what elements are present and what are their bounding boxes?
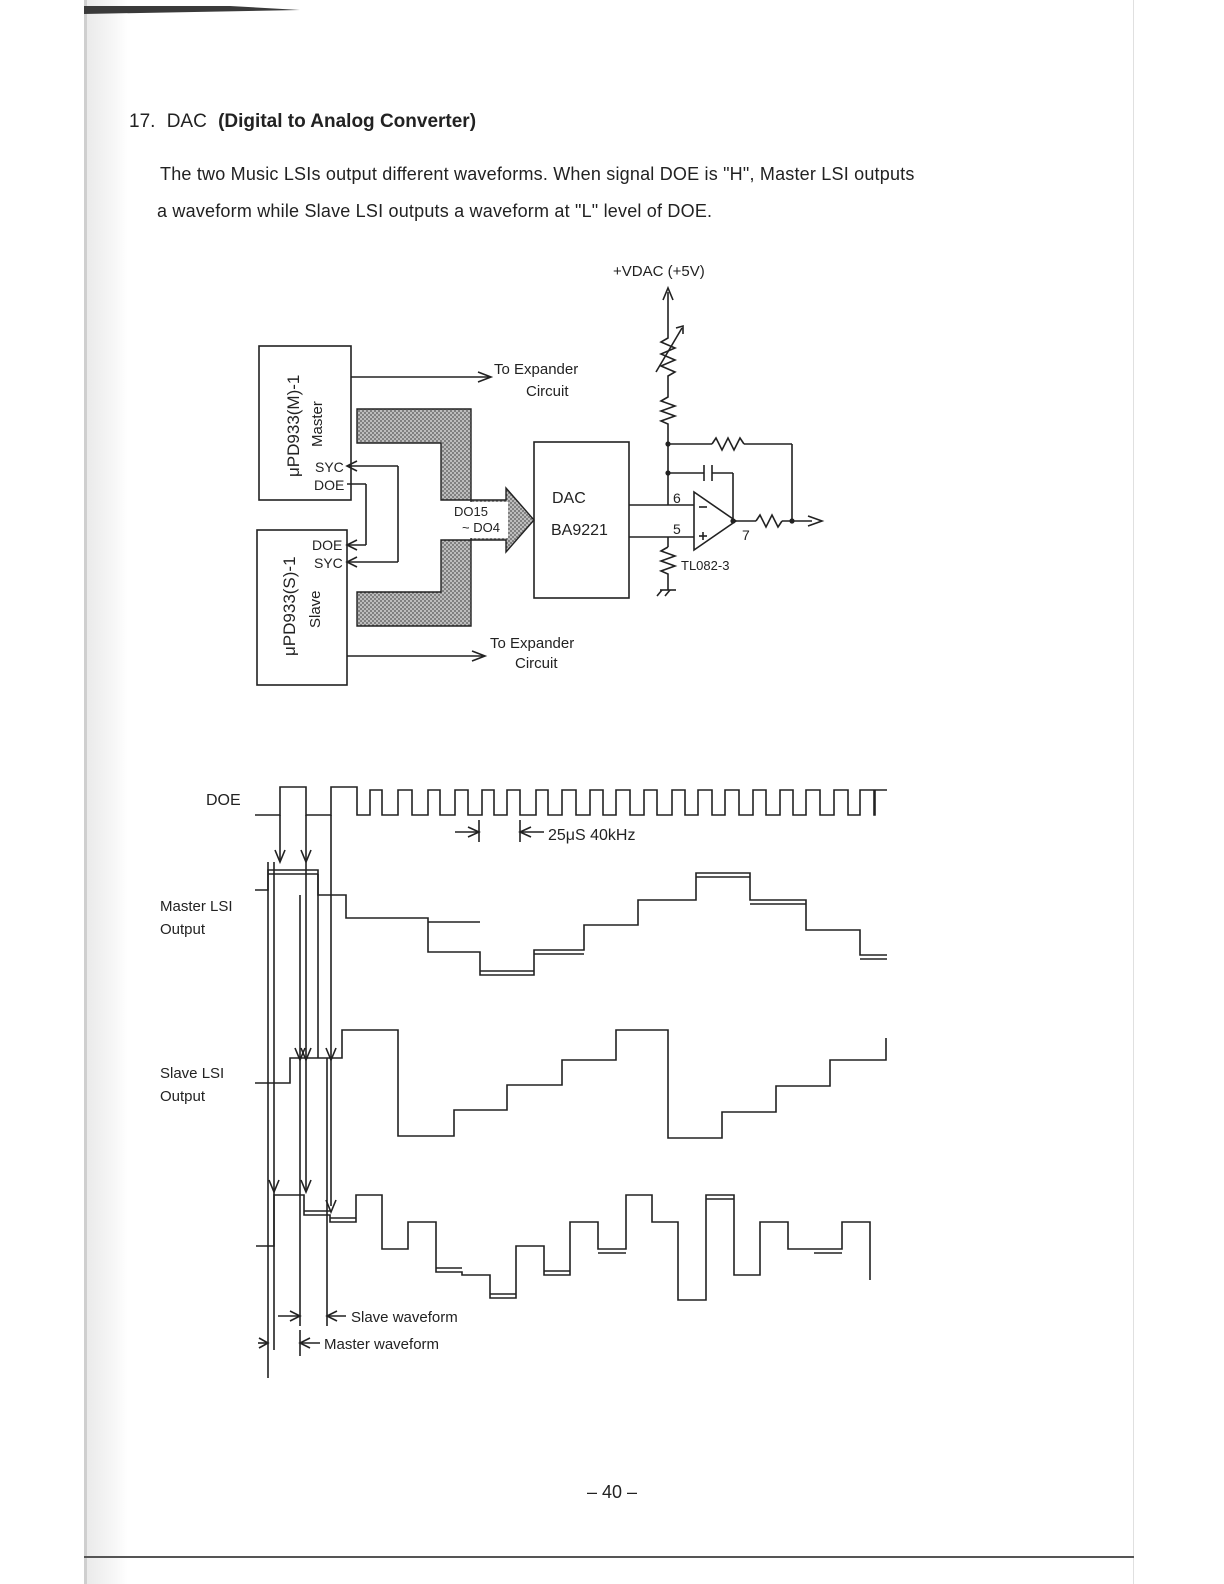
combined-dac-waveform bbox=[256, 1195, 870, 1300]
section-number: 17. bbox=[129, 111, 156, 132]
expander-bottom-line2: Circuit bbox=[515, 655, 558, 672]
master-output-label-line1: Master LSI bbox=[160, 898, 233, 915]
master-chip-role: Master bbox=[309, 401, 326, 447]
opamp-pin-minus: 6 bbox=[673, 490, 681, 506]
section-title: DAC bbox=[166, 111, 207, 132]
vdac-label: +VDAC (+5V) bbox=[613, 263, 705, 280]
intro-text-line-1: The two Music LSIs output different waveforms. When signal DOE is "H", Master LSI outputs bbox=[160, 164, 915, 184]
slave-chip-part: μPD933(S)-1 bbox=[280, 556, 299, 656]
slave-chip-box bbox=[257, 530, 347, 685]
opamp-part: TL082-3 bbox=[681, 558, 730, 573]
opamp-symbol bbox=[694, 492, 736, 550]
opamp-pin-plus: 5 bbox=[673, 521, 681, 537]
master-waveform-label: Master waveform bbox=[324, 1336, 440, 1353]
dac-chip-box bbox=[534, 442, 629, 598]
dac-part: BA9221 bbox=[551, 522, 608, 539]
master-pin-syc: SYC bbox=[315, 459, 344, 475]
opamp-pin-out: 7 bbox=[742, 527, 750, 543]
intro-text-line-2: a waveform while Slave LSI outputs a waveform at "L" level of DOE. bbox=[157, 201, 713, 221]
bus-label-line1: DO15 bbox=[454, 504, 488, 519]
doe-waveform bbox=[255, 787, 887, 815]
master-chip-part: μPD933(M)-1 bbox=[284, 374, 303, 477]
dac-circuit-diagram bbox=[0, 0, 1224, 720]
master-pin-doe: DOE bbox=[314, 477, 345, 493]
page-number: – 40 – bbox=[586, 1482, 638, 1502]
slave-output-waveform bbox=[255, 1030, 886, 1138]
master-output-waveform bbox=[255, 870, 887, 975]
slave-pin-doe: DOE bbox=[312, 537, 343, 553]
slave-chip-role: Slave bbox=[307, 590, 324, 628]
section-subtitle: (Digital to Analog Converter) bbox=[218, 111, 477, 132]
expander-top-line2: Circuit bbox=[526, 383, 569, 400]
slave-output-label-line1: Slave LSI bbox=[160, 1065, 225, 1082]
bus-label-line2: ~ DO4 bbox=[462, 520, 500, 535]
doe-label: DOE bbox=[206, 792, 241, 809]
master-output-label-line2: Output bbox=[160, 921, 206, 938]
slave-waveform-label: Slave waveform bbox=[351, 1309, 458, 1326]
period-label: 25μS 40kHz bbox=[548, 827, 636, 844]
slave-pin-syc: SYC bbox=[314, 555, 343, 571]
expander-bottom-line1: To Expander bbox=[490, 635, 575, 652]
slave-output-label-line2: Output bbox=[160, 1088, 206, 1105]
dac-label: DAC bbox=[552, 490, 586, 507]
expander-top-line1: To Expander bbox=[494, 361, 579, 378]
timing-diagram bbox=[0, 720, 1224, 1400]
